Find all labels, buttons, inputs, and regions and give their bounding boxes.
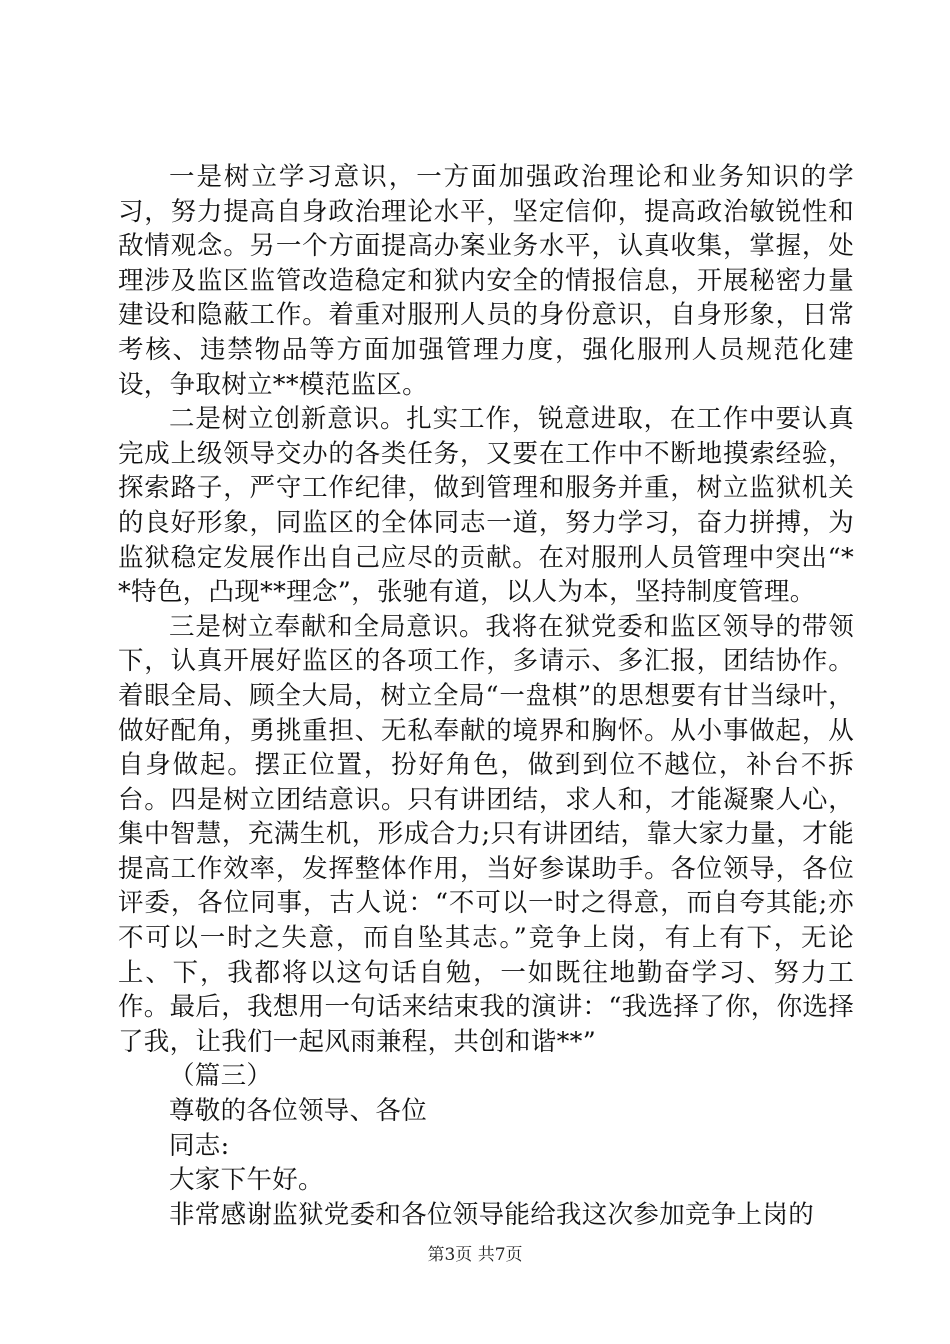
salutation-line-2: 同志: bbox=[169, 1130, 230, 1161]
document-body bbox=[118, 160, 854, 1232]
section-heading: （篇三） bbox=[169, 1061, 273, 1092]
paragraph-2: 二是树立创新意识。扎实工作，锐意进取，在工作中要认真完成上级领导交办的各类任务，又要在工作中不断地摸索经验，探索路子，严守工作纪律，做到管理和服务并重，树立监狱机关的良好形象，同监区的全体同志一道，努力学习，奋力拼搏，为监狱稳定发展作出自己应尽的贡献。在对服刑人员管理中突出“**特色，凸现**理念”，张驰有道，以人为本，坚持制度管理。 bbox=[118, 404, 854, 608]
greeting-line: 大家下午好。 bbox=[169, 1165, 324, 1196]
salutation-line-1: 尊敬的各位领导、各位 bbox=[169, 1096, 428, 1127]
page-number-footer: 第3页 共7页 bbox=[427, 1245, 523, 1265]
paragraph-1: 一是树立学习意识，一方面加强政治理论和业务知识的学习，努力提高自身政治理论水平，坚定信仰，提高政治敏锐性和敌情观念。另一个方面提高办案业务水平，认真收集，掌握，处理涉及监区监管改造稳定和狱内安全的情报信息，开展秘密力量建设和隐蔽工作。着重对服刑人员的身份意识，自身形象，日常考核、违禁物品等方面加强管理力度，强化服刑人员规范化建设，争取树立**模范监区。 bbox=[118, 162, 854, 400]
paragraph-3: 三是树立奉献和全局意识。我将在狱党委和监区领导的带领下，认真开展好监区的各项工作，多请示、多汇报，团结协作。着眼全局、顾全大局，树立全局“一盘棋”的思想要有甘当绿叶，做好配角，勇挑重担、无私奉献的境界和胸怀。从小事做起，从自身做起。摆正位置，扮好角色，做到到位不越位，补台不拆台。四是树立团结意识。只有讲团结，求人和，才能凝聚人心，集中智慧，充满生机，形成合力;只有讲团结，靠大家力量，才能提高工作效率，发挥整体作用，当好参谋助手。各位领导，各位评委，各位同事，古人说：“不可以一时之得意，而自夸其能;亦不可以一时之失意，而自坠其志。”竞争上岗，有上有下，无论上、下，我都将以这句话自勉，一如既往地勤奋学习、努力工作。最后，我想用一句话来结束我的演讲：“我选择了你，你选择了我，让我们一起风雨兼程，共创和谐**” bbox=[118, 611, 854, 1057]
paragraph-last: 非常感谢监狱党委和各位领导能给我这次参加竞争上岗的 bbox=[169, 1199, 815, 1230]
